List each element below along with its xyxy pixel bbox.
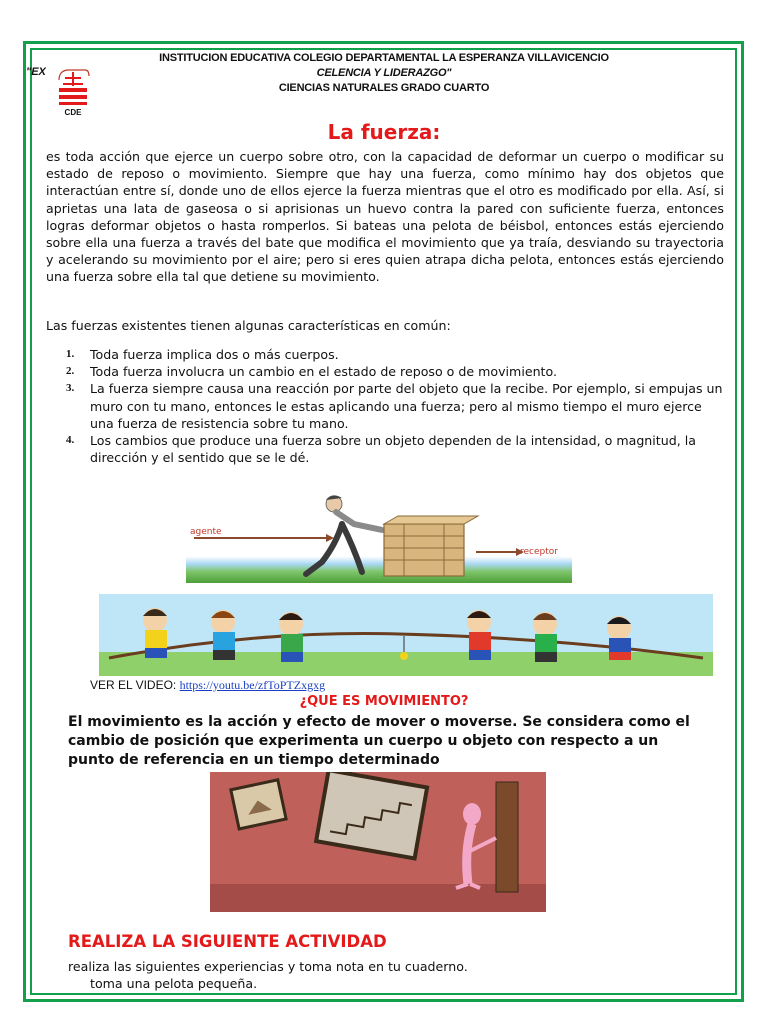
movimiento-paragraph: El movimiento es la acción y efecto de mover o moverse. Se considera como el cambio de posición que experimenta un cuerpo u objeto con respecto a un punto de referencia en un tiempo determinado: [68, 714, 690, 768]
kid-right-1: [467, 610, 491, 660]
list-item: [66, 363, 726, 380]
svg-text:agente: agente: [190, 527, 222, 537]
section-title-fuerza: La fuerza:: [327, 120, 441, 144]
tilted-room-illustration: [210, 772, 546, 912]
fuerza-paragraph: es toda acción que ejerce un cuerpo sobre otro, con la capacidad de deformar un cuerpo o modificar su estado de reposo o movimiento. Siempre que hay una fuerza, como mínimo hay dos objetos que interactúan entre sí, donde uno de ellos ejerce la fuerza mientras que el otro es modificado por ella. Así, si aprietas una lata de gaseosa o si aprisionas un huevo contra la pared con suficiente fuerza, entonces logras deformar objetos o hasta romperlos. Si bateas una pelota de béisbol, entonces estás ejerciendo sobre ella una fuerza a través del bate que modifica el movimiento que ya traía, desviando su trayectoria y acelerando su movimiento por el aire; pero si eres quien atrapa dicha pelota, entonces estás ejerciendo una fuerza sobre ella tal que detiene su movimiento.: [46, 149, 724, 285]
list-text: Los cambios que produce una fuerza sobre un objeto dependen de la intensidad, o magnitud, la dirección y el sentido que se le dé.: [90, 433, 696, 466]
tug-of-war-illustration: [99, 594, 713, 676]
push-crate-illustration: [186, 488, 572, 583]
header-institution: INSTITUCION EDUCATIVA COLEGIO DEPARTAMENTAL LA ESPERANZA VILLAVICENCIO: [159, 52, 609, 64]
list-item: [66, 380, 726, 432]
characteristics-list: [66, 346, 726, 466]
activity-line-2: toma una pelota pequeña.: [90, 976, 258, 991]
activity-line-1: realiza las siguientes experiencias y toma nota en tu cuaderno.: [68, 959, 468, 974]
kid-left-2: [211, 610, 235, 660]
section-title-actividad: REALIZA LA SIGUIENTE ACTIVIDAD: [68, 932, 387, 951]
kid-left-1: [143, 608, 167, 658]
section-title-movimiento: ¿QUE ES MOVIMIENTO?: [299, 694, 469, 709]
list-number: 2.: [66, 365, 75, 378]
characteristics-intro: Las fuerzas existentes tienen algunas características en común:: [46, 318, 451, 333]
list-number: 1.: [66, 348, 75, 360]
list-number: 4.: [66, 434, 75, 447]
kid-left-3: [279, 612, 303, 662]
list-item: [66, 432, 726, 466]
kid-right-3: [607, 616, 631, 660]
kid-right-2: [533, 612, 557, 662]
list-text: Toda fuerza implica dos o más cuerpos.: [90, 347, 339, 362]
header-subject: CIENCIAS NATURALES GRADO CUARTO: [278, 82, 490, 94]
video-label: VER EL VIDEO:: [90, 678, 180, 692]
header-motto: CELENCIA Y LIDERAZGO": [316, 67, 452, 79]
header-ex-fragment: "EX: [26, 66, 46, 78]
svg-text:CDE: CDE: [64, 108, 82, 117]
list-number: 3.: [66, 382, 75, 395]
video-link[interactable]: https://youtu.be/zfToPTZxgxg: [179, 678, 326, 692]
svg-text:receptor: receptor: [520, 547, 558, 557]
list-text: La fuerza siempre causa una reacción por parte del objeto que la recibe. Por ejemplo, si empujas un muro con tu mano, entonces le estas aplicando una fuerza; pero al mismo tiempo el muro ejerce una fuerza de resistencia sobre tu mano.: [90, 381, 723, 431]
list-text: Toda fuerza involucra un cambio en el estado de reposo o de movimiento.: [90, 364, 557, 380]
list-item: [66, 346, 726, 363]
video-line: [90, 678, 325, 693]
